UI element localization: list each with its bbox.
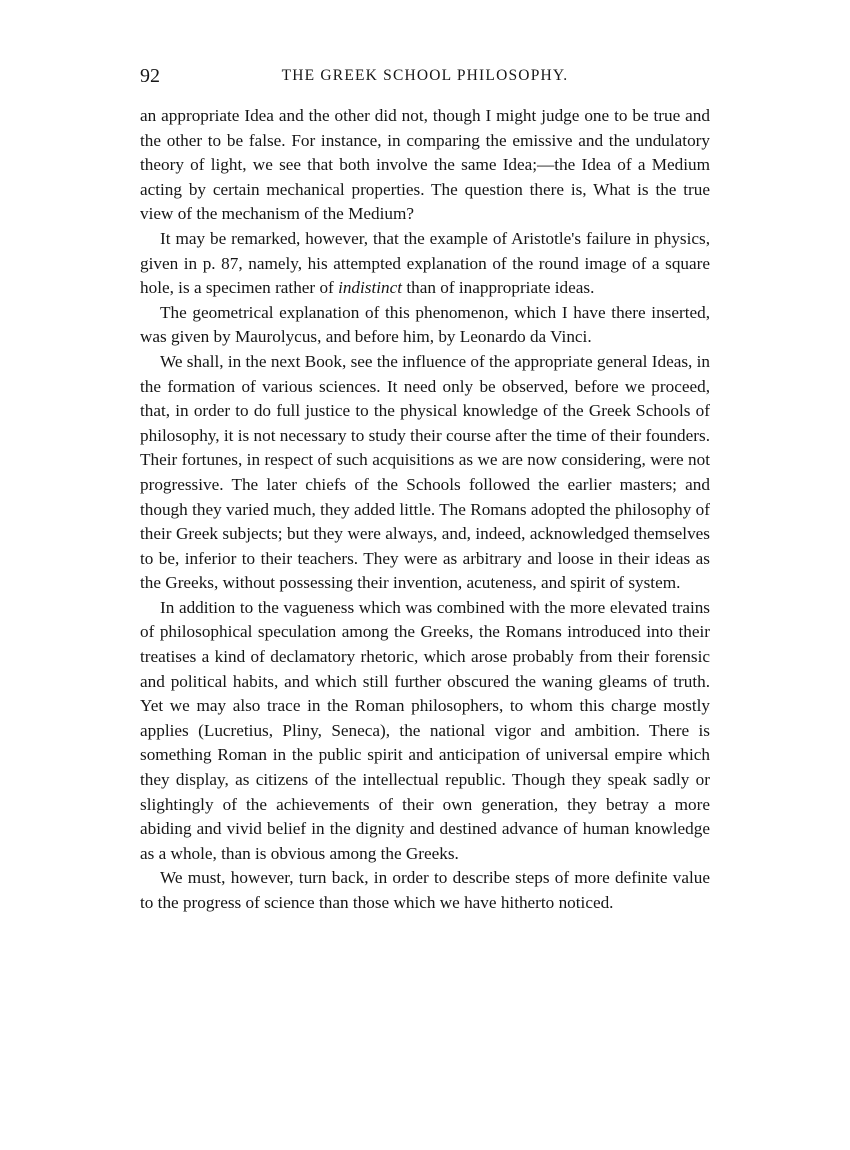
- paragraph-continuation: an appropriate Idea and the other did not, though I might judge one to be true and the other to be false. For instance, in comparing the emissive and the undulatory theory of light, we see that both involve the same Idea;—the Idea of a Medium acting by certain mechanical properties. The question there is, What is the true view of the mechanism of the Medium?: [140, 106, 710, 224]
- running-title: THE GREEK SCHOOL PHILOSOPHY.: [281, 67, 569, 84]
- page-number: 92: [140, 65, 160, 87]
- book-page: [140, 62, 710, 916]
- emphasis-text: indistinct: [338, 278, 403, 298]
- paragraph-text: It may be remarked, however, that the example of Aristotle's failure in physics, given in p. 87, namely, his attempted explanation of the round image of a square hole, is a specimen rather of: [140, 228, 710, 298]
- paragraph-roman-philosophers: In addition to the vagueness which was combined with the more elevated trains of philosophical speculation among the Greeks, the Romans introduced into their treatises a kind of declamatory rhetoric, which arose probably from their forensic and political habits, and which still further obscured the waning gleams of truth. Yet we may also trace in the Roman philosophers, to whom this charge mostly applies (Lucretius, Pliny, Seneca), the national vigor and ambition. There is something Roman in the public spirit and anticipation of universal empire which they display, as citizens of the intellectual republic. Though they speak sadly or slightingly of the achievements of their own generation, they betray a more abiding and vivid belief in the dignity and destined advance of human knowledge as a whole, than is obvious among the Greeks.: [140, 597, 710, 863]
- paragraph-conclusion: We must, however, turn back, in order to describe steps of more definite value to the progress of science than those which we have hitherto noticed.: [140, 868, 710, 912]
- paragraph-aristotle-example: [140, 227, 710, 301]
- paragraph-text: than of inappropriate ideas.: [402, 278, 595, 298]
- paragraph-next-book: We shall, in the next Book, see the influence of the appropriate general Ideas, in the formation of various sciences. It need only be observed, before we proceed, that, in order to do full justice to the physical knowledge of the Greek Schools of philosophy, it is not necessary to study their course after the time of their founders. Their fortunes, in respect of such acquisitions as we are now considering, were not progressive. The later chiefs of the Schools followed the earlier masters; and though they varied much, they added little. The Romans adopted the philosophy of their Greek subjects; but they were always, and, indeed, acknowledged themselves to be, inferior to their teachers. They were as arbitrary and loose in their ideas as the Greeks, without possessing their invention, acuteness, and spirit of system.: [140, 351, 710, 593]
- page-header: [140, 62, 710, 90]
- body-text: [140, 104, 710, 916]
- paragraph-geometrical-explanation: The geometrical explanation of this phenomenon, which I have there inserted, was given by Maurolycus, and before him, by Leonardo da Vinci.: [140, 302, 710, 347]
